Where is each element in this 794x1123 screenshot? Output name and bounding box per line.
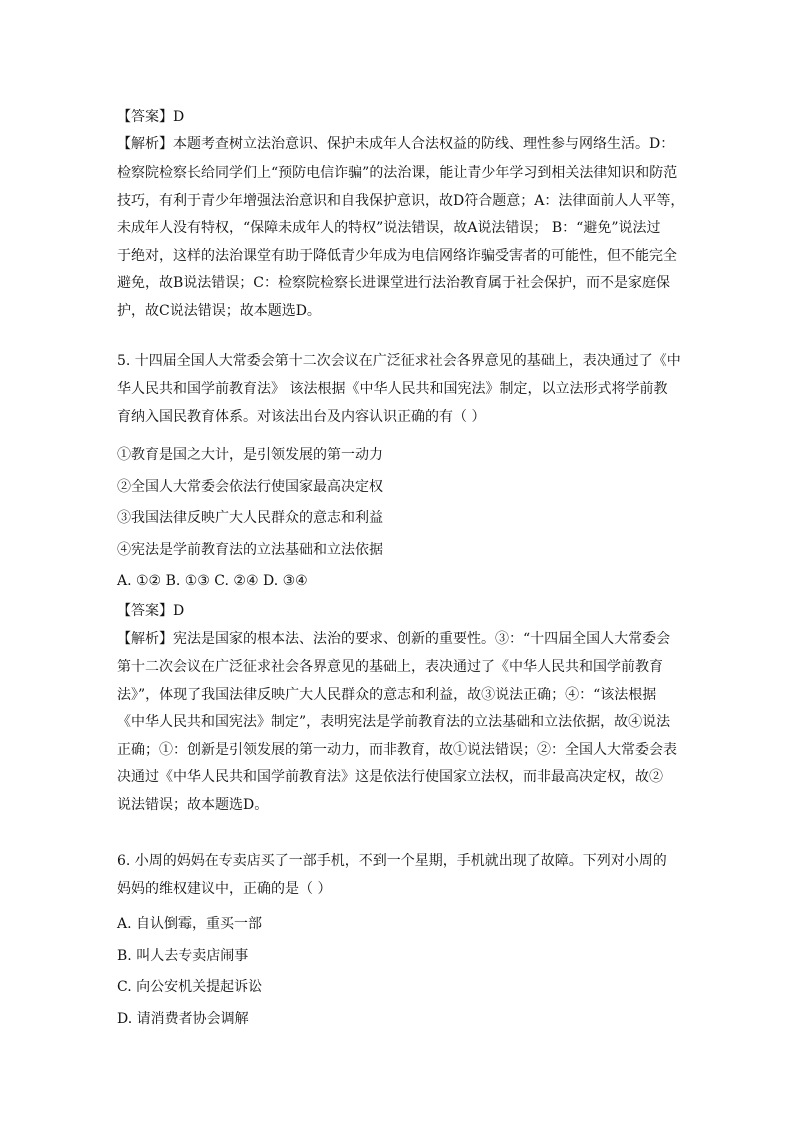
q4-analysis-line: 于绝对，这样的法治课堂有助于降低青少年成为电信网络诈骗受害者的可能性，但不能完全 [117,248,677,264]
q5-item-4: ④宪法是学前教育法的立法基础和立法依据 [117,542,383,558]
q5-answer: 【答案】D [117,603,185,619]
q5-analysis-line: 《中华人民共和国宪法》制定”，表明宪法是学前教育法的立法基础和立法依据，故④说法 [117,714,671,730]
q4-analysis-line: 护，故C说法错误；故本题选D。 [117,303,321,319]
q5-stem-line: 5. 十四届全国人大常委会第十二次会议在广泛征求社会各界意见的基础上，表决通过了《中 [117,353,681,369]
q5-stem-line: 育纳入国民教育体系。对该法出台及内容认识正确的有（ ） [117,409,486,425]
q4-analysis-line: 检察院检察长给同学们上“预防电信诈骗”的法治课，能让青少年学习到相关法律知识和防范 [117,165,678,181]
q6-stem-line: 6. 小周的妈妈在专卖店买了一部手机，不到一个星期，手机就出现了故障。下列对小周的 [117,853,667,869]
q4-analysis-line: 避免，故B说法错误；C：检察院检察长进课堂进行法治教育属于社会保护，而不是家庭保 [117,275,670,291]
q6-option-a: A. 自认倒霉，重买一部 [117,916,263,932]
q5-choices: A. ①② B. ①③ C. ②④ D. ③④ [117,573,308,589]
q5-analysis-line: 法》”，体现了我国法律反映广大人民群众的意志和利益，故③说法正确；④：“该法根据 [117,687,657,703]
q5-analysis-line: 决通过《中华人民共和国学前教育法》这是依法行使国家立法权，而非最高决定权，故② [117,769,663,785]
q5-analysis-line: 正确；①：创新是引领发展的第一动力，而非教育，故①说法错误；②：全国人大常委会表 [117,742,677,758]
q6-option-d: D. 请消费者协会调解 [117,1011,249,1027]
q4-answer: 【答案】D [117,109,185,125]
q4-analysis-line: 技巧，有利于青少年增强法治意识和自我保护意识，故D符合题意；A：法律面前人人平等， [117,193,685,209]
q6-stem-line: 妈妈的维权建议中，正确的是（ ） [117,881,332,897]
q4-analysis-line: 【解析】本题考查树立法治意识、保护未成年人合法权益的防线、理性参与网络生活。D： [117,136,675,152]
q5-analysis-line: 说法错误；故本题选D。 [117,797,269,813]
q4-analysis-line: 未成年人没有特权，“保障未成年人的特权”说法错误，故A说法错误； B：“避免”说法过 [117,220,661,236]
q6-option-b: B. 叫人去专卖店闹事 [117,948,249,964]
q6-option-c: C. 向公安机关提起诉讼 [117,979,263,995]
q5-analysis-line: 第十二次会议在广泛征求社会各界意见的基础上，表决通过了《中华人民共和国学前教育 [117,659,663,675]
q5-item-3: ③我国法律反映广大人民群众的意志和利益 [117,510,383,526]
q5-item-2: ②全国人大常委会依法行使国家最高决定权 [117,479,383,495]
q5-analysis-line: 【解析】宪法是国家的根本法、法治的要求、创新的重要性。③：“十四届全国人大常委会 [117,631,671,647]
q5-item-1: ①教育是国之大计，是引领发展的第一动力 [117,447,383,463]
q5-stem-line: 华人民共和国学前教育法》 该法根据《中华人民共和国宪法》制定，以立法形式将学前教 [117,381,668,397]
